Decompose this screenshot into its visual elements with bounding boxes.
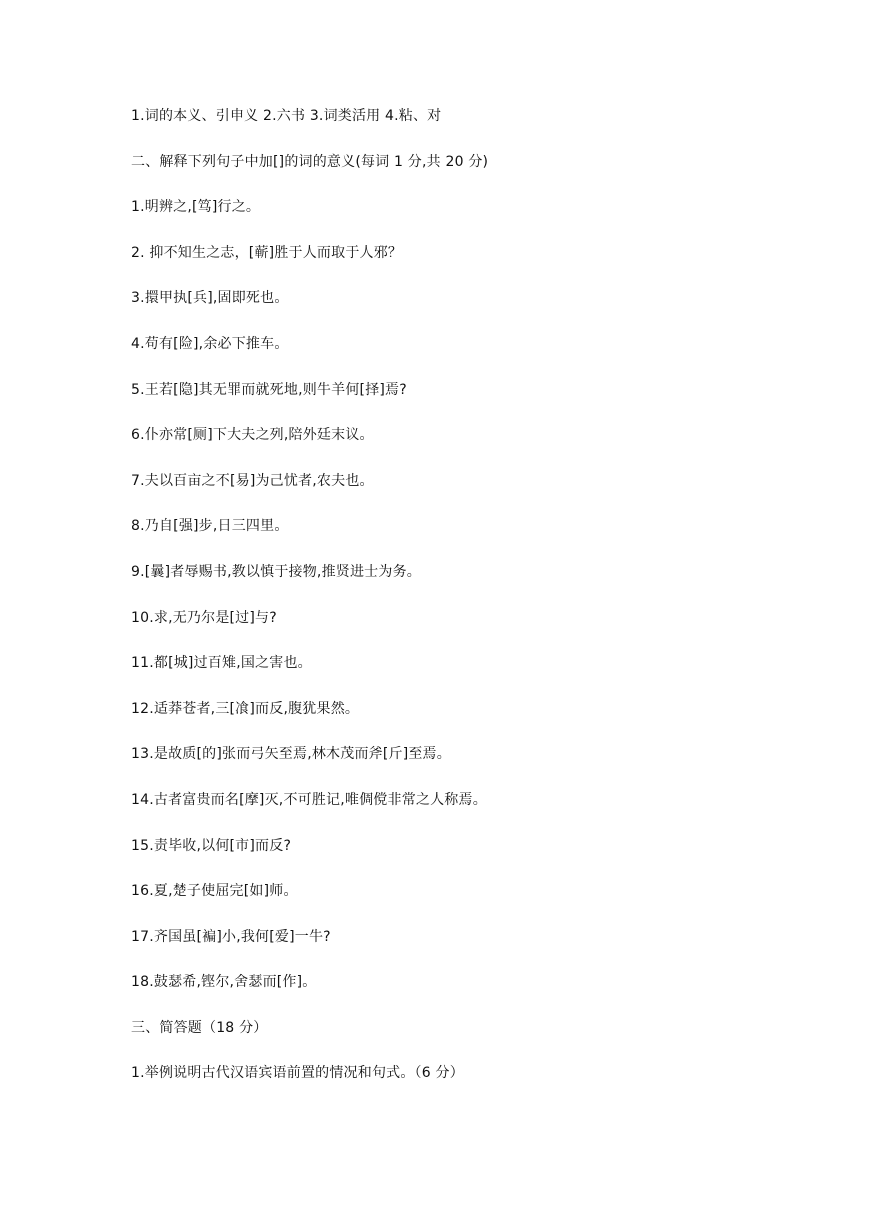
- question-2: 2. 抑不知生之志，[蕲]胜于人而取于人邪？: [131, 244, 403, 261]
- question-16: 16.夏,楚子使屈完[如]师。: [131, 883, 298, 900]
- question-15: 15.责毕收,以何[市]而反?: [131, 837, 292, 854]
- question-6: 6.仆亦常[厕]下大夫之列,陪外廷末议。: [131, 427, 374, 444]
- question-18: 18.鼓瑟希,铿尔,舍瑟而[作]。: [131, 974, 317, 991]
- question-4: 4.苟有[险],余必下推车。: [131, 335, 289, 352]
- question-17: 17.齐国虽[褊]小,我何[爱]一牛?: [131, 928, 331, 945]
- question-1: 1.明辨之,[笃]行之。: [131, 199, 261, 216]
- question-3: 3.擐甲执[兵],固即死也。: [131, 290, 289, 307]
- question-13: 13.是故质[的]张而弓矢至焉,林木茂而斧[斤]至焉。: [131, 746, 451, 763]
- question-9: 9.[曩]者辱赐书,教以慎于接物,推贤进士为务。: [131, 563, 421, 580]
- question-11: 11.都[城]过百雉,国之害也。: [131, 655, 312, 672]
- question-8: 8.乃自[强]步,日三四里。: [131, 518, 289, 535]
- question-10: 10.求,无乃尔是[过]与?: [131, 609, 277, 626]
- section-heading-2: 二、解释下列句子中加[]的词的意义(每词 1 分,共 20 分): [131, 153, 489, 170]
- question-5: 5.王若[隐]其无罪而就死地,则牛羊何[择]焉?: [131, 381, 407, 398]
- short-answer-question-1: 1.举例说明古代汉语宾语前置的情况和句式。（6 分）: [131, 1065, 464, 1082]
- section-heading-3: 三、简答题（18 分）: [131, 1019, 268, 1036]
- question-7: 7.夫以百亩之不[易]为己忧者,农夫也。: [131, 472, 374, 489]
- document-body: [131, 104, 791, 1107]
- terms-list: 1.词的本义、引申义 2.六书 3.词类活用 4.粘、对: [131, 108, 442, 124]
- question-12: 12.适莽苍者,三[飡]而反,腹犹果然。: [131, 700, 360, 717]
- question-14: 14.古者富贵而名[摩]灭,不可胜记,唯倜傥非常之人称焉。: [131, 791, 487, 808]
